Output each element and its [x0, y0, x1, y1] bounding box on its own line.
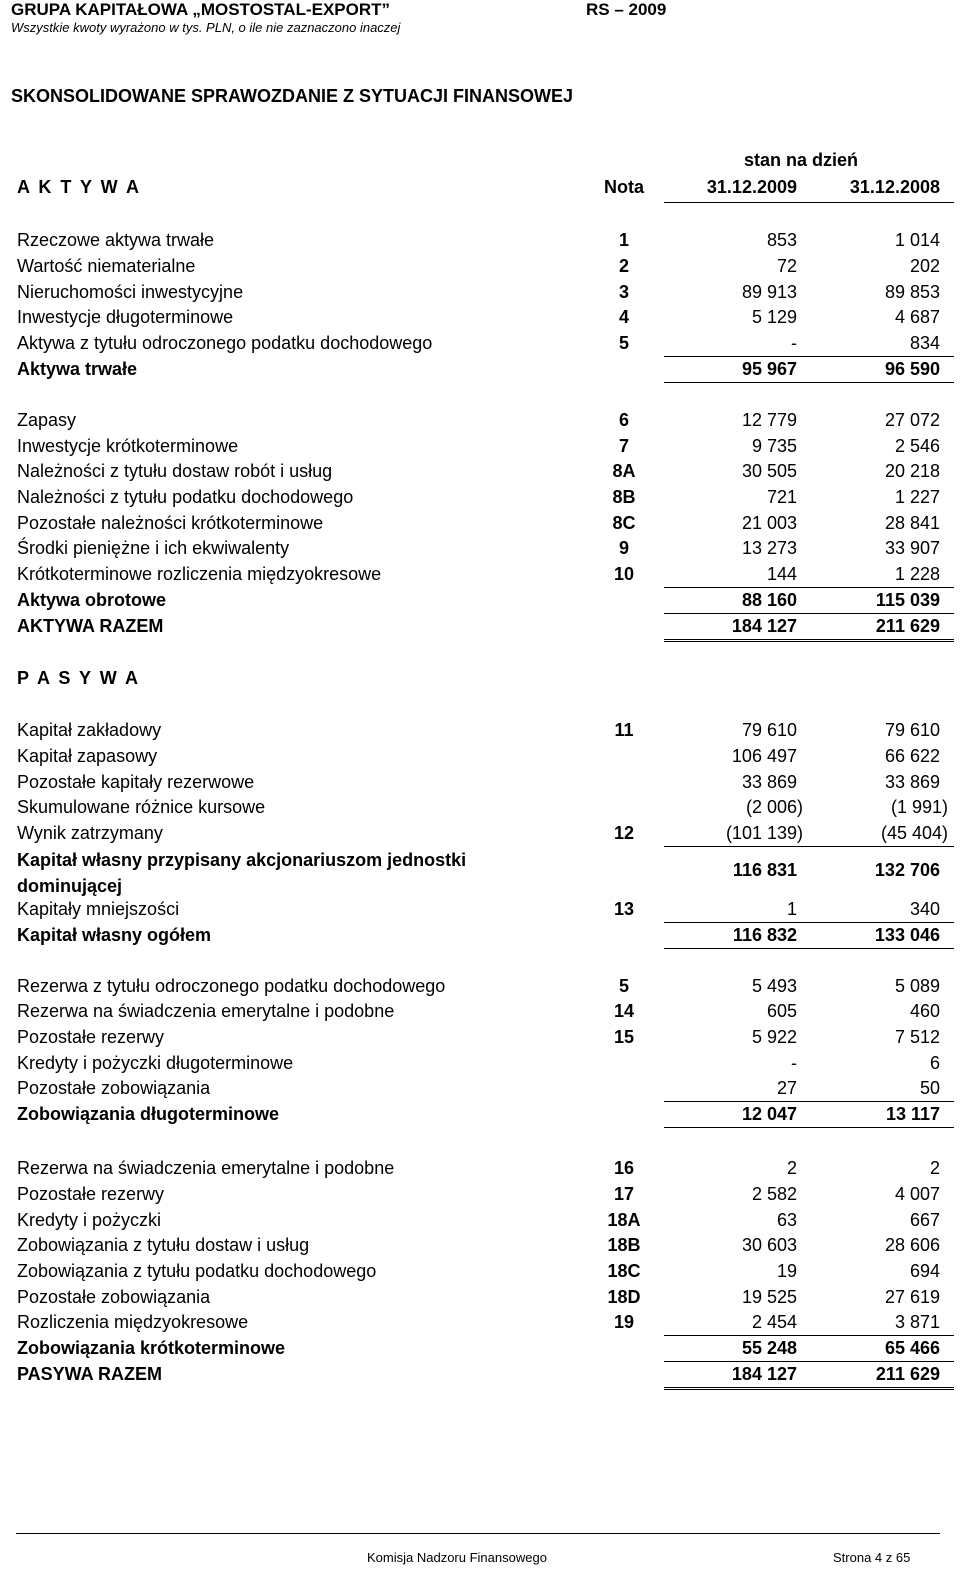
- row-value-2008: 834: [909, 333, 940, 353]
- row-value-2009: 72: [776, 256, 797, 276]
- row-value-2008: 1 227: [894, 487, 940, 507]
- table-row: [0, 1001, 960, 1027]
- total-value-2009: 184 127: [731, 1364, 797, 1384]
- subtotal-value-2009: 12 047: [741, 1104, 797, 1124]
- row-value-2009: 2 454: [751, 1312, 797, 1332]
- row-value-2008: (1 991): [890, 797, 948, 817]
- total-value-2008: 211 629: [875, 616, 940, 636]
- row-label: Środki pieniężne i ich ekwiwalenty: [17, 538, 290, 558]
- row-value-2009: -: [791, 1053, 797, 1073]
- row-value-2009: (2 006): [745, 797, 803, 817]
- subtotal-value-2009: 55 248: [741, 1338, 797, 1358]
- row-value-2009: 13 273: [741, 538, 797, 558]
- report-code: RS – 2009: [586, 0, 667, 19]
- row-value-2009: 853: [766, 230, 797, 250]
- row-value-2008: 28 606: [884, 1235, 940, 1255]
- row-label: Nieruchomości inwestycyjne: [17, 282, 244, 302]
- row-value-2008: 27 619: [884, 1287, 940, 1307]
- subtotal-rule: [664, 922, 954, 923]
- row-label: Pozostałe rezerwy: [17, 1027, 165, 1047]
- total-value-2008: 211 629: [875, 1364, 940, 1384]
- subtotal-rule: [664, 587, 954, 588]
- row-label: Rezerwa na świadczenia emerytalne i podobne: [17, 1158, 395, 1178]
- row-value-2009: 21 003: [741, 513, 797, 533]
- row-label: Inwestycje długoterminowe: [17, 307, 234, 327]
- header-underline: [664, 202, 954, 203]
- row-nota: 9: [618, 538, 629, 558]
- subtotal-value-2008: 132 706: [874, 860, 940, 880]
- table-row: [0, 1287, 960, 1313]
- subtotal-value-2008: 133 046: [874, 925, 940, 945]
- currency-note: Wszystkie kwoty wyrażono w tys. PLN, o ile nie zaznaczono inaczej: [11, 20, 401, 35]
- row-label: Krótkoterminowe rozliczenia międzyokresowe: [17, 564, 382, 584]
- row-label: Aktywa z tytułu odroczonego podatku dochodowego: [17, 333, 433, 353]
- row-label: Należności z tytułu podatku dochodowego: [17, 487, 354, 507]
- row-value-2008: 3 871: [894, 1312, 940, 1332]
- row-value-2009: 721: [766, 487, 797, 507]
- company-name: GRUPA KAPITAŁOWA „MOSTOSTAL-EXPORT”: [11, 0, 391, 19]
- row-label: Kredyty i pożyczki długoterminowe: [17, 1053, 294, 1073]
- row-label: Pozostałe rezerwy: [17, 1184, 165, 1204]
- subtotal-underline: [664, 948, 954, 949]
- row-value-2009: 12 779: [741, 410, 797, 430]
- row-value-2009: 89 913: [741, 282, 797, 302]
- row-value-2008: 6: [929, 1053, 940, 1073]
- row-value-2008: 1 014: [894, 230, 940, 250]
- date-2008-heading: 31.12.2008: [849, 177, 940, 197]
- row-label: Kapitał zapasowy: [17, 746, 158, 766]
- row-nota: 8C: [612, 513, 636, 533]
- table-row: [0, 1235, 960, 1261]
- table-row: [0, 410, 960, 436]
- row-value-2009: 5 922: [751, 1027, 797, 1047]
- row-label: Pozostałe zobowiązania: [17, 1287, 211, 1307]
- table-row: [0, 538, 960, 564]
- subtotal-label: Zobowiązania długoterminowe: [17, 1104, 280, 1124]
- row-label: Pozostałe kapitały rezerwowe: [17, 772, 255, 792]
- subtotal-value-2008: 65 466: [884, 1338, 940, 1358]
- row-value-2008: 50: [919, 1078, 940, 1098]
- table-row: [0, 230, 960, 256]
- row-value-2009: 605: [766, 1001, 797, 1021]
- row-nota: 1: [618, 230, 629, 250]
- row-value-2009: 30 505: [741, 461, 797, 481]
- row-nota: 7: [618, 436, 629, 456]
- subtotal-row: [0, 847, 960, 899]
- row-label: Rezerwa na świadczenia emerytalne i podobne: [17, 1001, 395, 1021]
- table-row: [0, 487, 960, 513]
- row-label: Zapasy: [17, 410, 77, 430]
- date-2009-heading: 31.12.2009: [706, 177, 797, 197]
- subtotal-underline: [664, 1361, 954, 1362]
- row-value-2008: 79 610: [884, 720, 940, 740]
- row-label: Kredyty i pożyczki: [17, 1210, 162, 1230]
- subtotal-value-2008: 115 039: [875, 590, 940, 610]
- subtotal-value-2008: 96 590: [884, 359, 940, 379]
- table-row: [0, 797, 960, 823]
- row-label: Zobowiązania z tytułu dostaw i usług: [17, 1235, 310, 1255]
- subtotal-underline: [664, 1127, 954, 1128]
- subtotal-underline: [664, 382, 954, 383]
- subtotal-value-2009: 88 160: [741, 590, 797, 610]
- row-label: Zobowiązania z tytułu podatku dochodowego: [17, 1261, 377, 1281]
- row-nota: 8A: [612, 461, 636, 481]
- table-row: [0, 976, 960, 1002]
- row-value-2009: 5 493: [751, 976, 797, 996]
- pasywa-heading: P A S Y W A: [17, 668, 141, 688]
- footer-page-number: Strona 4 z 65: [833, 1550, 911, 1565]
- table-row: [0, 1184, 960, 1210]
- nota-heading: Nota: [604, 177, 644, 197]
- row-value-2009: 9 735: [751, 436, 797, 456]
- subtotal-label: Aktywa obrotowe: [17, 590, 167, 610]
- table-row: [0, 772, 960, 798]
- row-label: Rozliczenia międzyokresowe: [17, 1312, 249, 1332]
- table-row: [0, 282, 960, 308]
- row-label: Należności z tytułu dostaw robót i usług: [17, 461, 333, 481]
- subtotal-value-2008: 13 117: [885, 1104, 940, 1124]
- row-nota: 16: [613, 1158, 635, 1178]
- row-nota: 12: [613, 823, 635, 843]
- subtotal-rule: [664, 356, 954, 357]
- subtotal-value-2009: 95 967: [741, 359, 797, 379]
- row-nota: 18D: [607, 1287, 641, 1307]
- row-nota: 5: [618, 333, 629, 353]
- row-value-2008: 667: [909, 1210, 940, 1230]
- table-row: [0, 746, 960, 772]
- row-label: Kapitały mniejszości: [17, 899, 180, 919]
- row-value-2008: 340: [909, 899, 940, 919]
- row-value-2009: 5 129: [751, 307, 797, 327]
- row-label: Wynik zatrzymany: [17, 823, 163, 843]
- row-nota: 10: [613, 564, 635, 584]
- row-label: Rzeczowe aktywa trwałe: [17, 230, 215, 250]
- row-value-2008: 4 007: [894, 1184, 940, 1204]
- row-label: Wartość niematerialne: [17, 256, 196, 276]
- row-nota: 11: [614, 720, 634, 740]
- table-row: [0, 436, 960, 462]
- total-label: PASYWA RAZEM: [17, 1364, 163, 1384]
- total-label: AKTYWA RAZEM: [17, 616, 164, 636]
- row-value-2009: 63: [776, 1210, 797, 1230]
- row-label: Pozostałe należności krótkoterminowe: [17, 513, 324, 533]
- row-value-2008: 694: [909, 1261, 940, 1281]
- page-title: SKONSOLIDOWANE SPRAWOZDANIE Z SYTUACJI FINANSOWEJ: [11, 86, 574, 106]
- subtotal-label: Zobowiązania krótkoterminowe: [17, 1338, 286, 1358]
- row-value-2009: (101 139): [725, 823, 803, 843]
- row-value-2009: 106 497: [731, 746, 797, 766]
- row-value-2008: 1 228: [894, 564, 940, 584]
- row-value-2009: 144: [766, 564, 797, 584]
- subtotal-value-2009: 116 832: [732, 925, 797, 945]
- row-value-2008: 2: [929, 1158, 940, 1178]
- footer-publisher: Komisja Nadzoru Finansowego: [367, 1550, 547, 1565]
- row-nota: 18B: [607, 1235, 641, 1255]
- row-value-2008: 20 218: [884, 461, 940, 481]
- row-value-2009: 79 610: [741, 720, 797, 740]
- row-nota: 4: [618, 307, 629, 327]
- table-row: [0, 1053, 960, 1079]
- row-value-2008: 5 089: [894, 976, 940, 996]
- row-value-2009: 2: [786, 1158, 797, 1178]
- row-value-2009: 1: [786, 899, 797, 919]
- table-row: [0, 720, 960, 746]
- row-value-2008: 28 841: [884, 513, 940, 533]
- row-value-2009: -: [791, 333, 797, 353]
- row-nota: 15: [613, 1027, 635, 1047]
- aktywa-header-row: [0, 177, 960, 203]
- row-label: Inwestycje krótkoterminowe: [17, 436, 239, 456]
- row-value-2009: 19: [776, 1261, 797, 1281]
- row-label: Pozostałe zobowiązania: [17, 1078, 211, 1098]
- aktywa-heading: A K T Y W A: [17, 177, 142, 197]
- subtotal-value-2009: 116 831: [732, 860, 797, 880]
- row-value-2008: (45 404): [880, 823, 948, 843]
- as-of-label: stan na dzień: [744, 150, 859, 170]
- row-value-2008: 4 687: [894, 307, 940, 327]
- row-nota: 5: [618, 976, 629, 996]
- table-row: [0, 1158, 960, 1184]
- total-double-underline: [664, 1387, 954, 1390]
- row-value-2008: 27 072: [884, 410, 940, 430]
- row-value-2008: 2 546: [894, 436, 940, 456]
- row-value-2009: 33 869: [741, 772, 797, 792]
- table-row: [0, 256, 960, 282]
- row-label: Kapitał zakładowy: [17, 720, 162, 740]
- row-nota: 2: [618, 256, 629, 276]
- row-nota: 18C: [607, 1261, 641, 1281]
- subtotal-label: Aktywa trwałe: [17, 359, 138, 379]
- row-nota: 8B: [612, 487, 636, 507]
- total-value-2009: 184 127: [731, 616, 797, 636]
- subtotal-label: Kapitał własny przypisany akcjonariuszom jednostki dominującej: [17, 850, 467, 896]
- row-value-2009: 27: [776, 1078, 797, 1098]
- row-nota: 3: [618, 282, 629, 302]
- row-nota: 14: [613, 1001, 635, 1021]
- row-value-2008: 89 853: [884, 282, 940, 302]
- subtotal-rule: [664, 1101, 954, 1102]
- row-value-2008: 460: [909, 1001, 940, 1021]
- table-row: [0, 307, 960, 333]
- row-label: Skumulowane różnice kursowe: [17, 797, 266, 817]
- table-row: [0, 1027, 960, 1053]
- row-value-2008: 33 869: [884, 772, 940, 792]
- row-value-2009: 19 525: [741, 1287, 797, 1307]
- row-nota: 6: [618, 410, 629, 430]
- pasywa-header-row: [0, 668, 960, 694]
- row-value-2008: 7 512: [894, 1027, 940, 1047]
- row-value-2008: 202: [909, 256, 940, 276]
- total-double-underline: [664, 639, 954, 642]
- subtotal-label: Kapitał własny ogółem: [17, 925, 212, 945]
- row-nota: 17: [613, 1184, 635, 1204]
- row-value-2008: 66 622: [884, 746, 940, 766]
- row-value-2009: 30 603: [741, 1235, 797, 1255]
- row-nota: 19: [613, 1312, 635, 1332]
- footer-divider: [16, 1533, 940, 1534]
- row-nota: 18A: [607, 1210, 641, 1230]
- row-value-2008: 33 907: [884, 538, 940, 558]
- subtotal-underline: [664, 613, 954, 614]
- table-row: [0, 1210, 960, 1236]
- table-row: [0, 1261, 960, 1287]
- table-row: [0, 461, 960, 487]
- row-value-2009: 2 582: [751, 1184, 797, 1204]
- row-nota: 13: [613, 899, 635, 919]
- table-row: [0, 513, 960, 539]
- row-label: Rezerwa z tytułu odroczonego podatku dochodowego: [17, 976, 446, 996]
- subtotal-rule: [664, 1335, 954, 1336]
